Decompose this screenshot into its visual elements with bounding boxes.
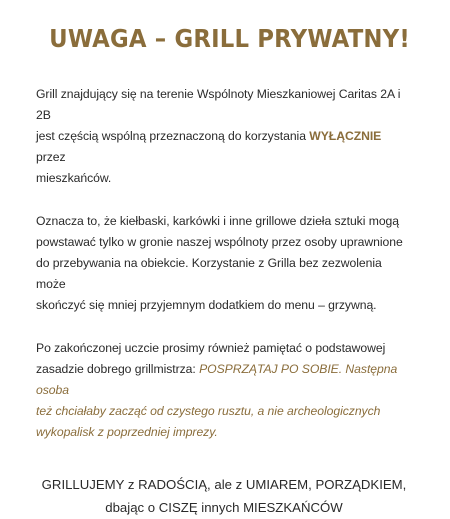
- paragraph1-line2-text: jest częścią wspólną przeznaczoną do korzystania: [36, 129, 310, 143]
- paragraph-fine-warning: [36, 211, 412, 316]
- exclusively-emphasis: WYŁĄCZNIE: [309, 129, 382, 143]
- closing-line2: dbając o CISZĘ innych MIESZKAŃCÓW: [105, 500, 343, 515]
- paragraph2-line4: skończyć się mniej przyjemnym dodatkiem do menu – grzywną.: [36, 298, 377, 312]
- paragraph3-line2: [36, 359, 412, 401]
- closing-motto: [36, 473, 412, 519]
- paragraph-private-grill: [36, 84, 412, 189]
- paragraph-clean-up: [36, 338, 412, 443]
- paragraph3-line2-text: zasadzie dobrego grillmistrza:: [36, 362, 200, 376]
- paragraph3-line3: też chciałaby zacząć od czystego rusztu, a nie archeologicznych: [36, 404, 381, 418]
- closing-line1: GRILLUJEMY z RADOŚCIĄ, ale z UMIAREM, PORZĄDKIEM,: [41, 477, 407, 492]
- paragraph2-line2: powstawać tylko w gronie naszej wspólnoty przez osoby uprawnione: [36, 235, 403, 249]
- paragraph3-line1: Po zakończonej uczcie prosimy również pamiętać o podstawowej: [36, 341, 386, 355]
- paragraph1-line2: [36, 126, 412, 168]
- clean-up-emphasis: POSPRZĄTAJ PO SOBIE. Następna osoba: [36, 362, 398, 397]
- paragraph1-line3: mieszkańców.: [36, 171, 112, 185]
- paragraph1-line2-tail: przez: [36, 150, 66, 164]
- paragraph2-line1: Oznacza to, że kiełbaski, karkówki i inne grillowe dzieła sztuki mogą: [36, 214, 400, 228]
- paragraph3-line4: wykopalisk z poprzedniej imprezy.: [36, 425, 218, 439]
- paragraph2-line3: do przebywania na obiekcie. Korzystanie z Grilla bez zezwolenia może: [36, 256, 382, 291]
- paragraph1-line1: Grill znajdujący się na terenie Wspólnoty Mieszkaniowej Caritas 2A i 2B: [36, 87, 401, 122]
- notice-title: UWAGA – GRILL PRYWATNY!: [49, 24, 410, 53]
